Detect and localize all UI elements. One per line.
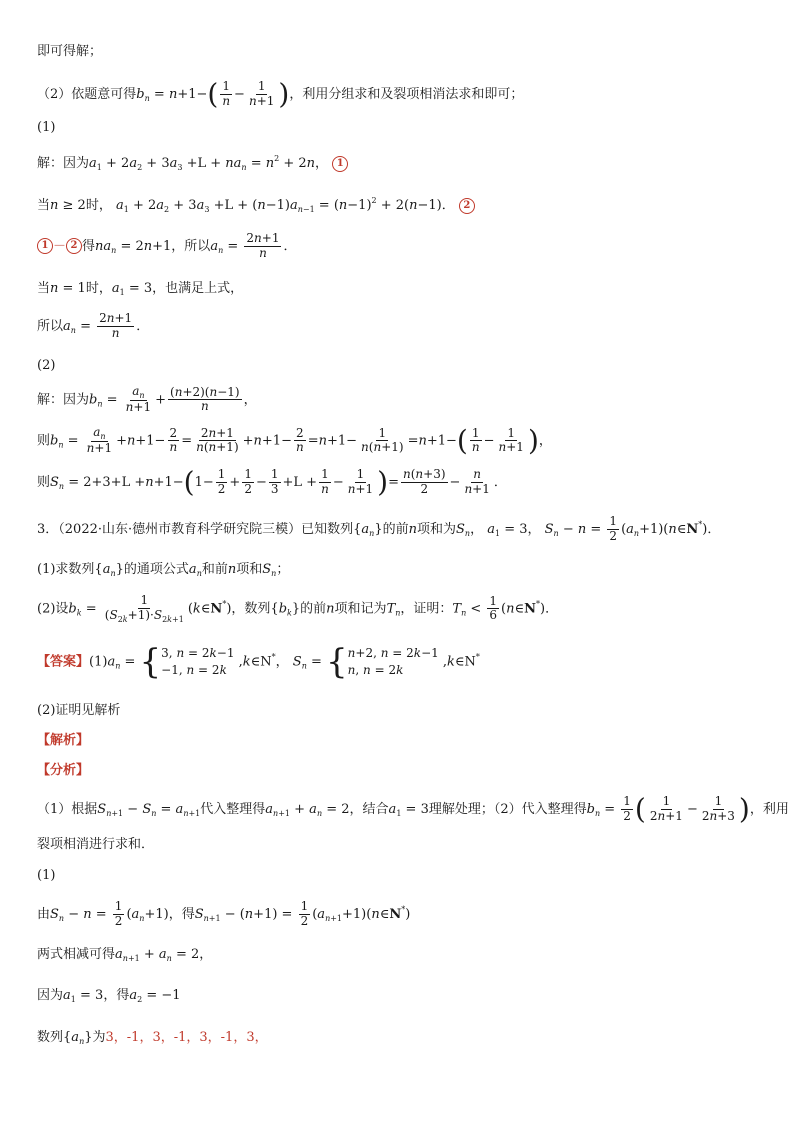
text-line: 即可得解；: [37, 44, 103, 59]
circled-number: 2: [66, 238, 82, 254]
text-line: 所以$a_n$ = $\frac{2n+1}{n}$ ．: [37, 311, 150, 340]
circled-number: 1: [37, 238, 53, 254]
text-line: 3．（2022·山东·德州市教育科学研究院三模）已知数列$\{a_n\}$的前n项和为$S_n$， $a_1 = 3$， $S_n - n$ = $\frac{1}{2}$ $(a_n+1)(n\in N^*)$．: [37, 514, 721, 543]
text-line: 当n ≥ 2时， $a_1 + 2a_2 + 3a_3 +L + (n-1)a_{n-1} = (n-1)^2 + 2(n-1)$． 2: [37, 196, 475, 215]
text-line: 【答案】$(1)a_n$ = { 3, n = 2k−1 −1, n = 2k ,k∈N*， $S_n$ = { n+2, n = 2k−1 n, n = 2k ,k∈N*: [37, 642, 480, 682]
sequence-values: 3，-1，3，-1，3，-1，3，: [105, 1030, 268, 1045]
circled-number: 1: [332, 156, 348, 172]
text-line: 裂项相消进行求和．: [37, 837, 155, 852]
text-line: 数列$\{a_n\}$为3，-1，3，-1，3，-1，3，: [37, 1030, 268, 1046]
text-line: 则$b_n$ = $\frac{a_n}{n+1}$ +n+1− $\frac{2}{n}$ = $\frac{2n+1}{n(n+1)}$ +n+1− $\frac{2}{n}$ =n+1− $\frac{1}{n(n+1)}$ =n+1−( $\frac{1}{n}$ − $\frac{1}{n+1}$ )，: [37, 423, 552, 457]
text-line: 解：因为$a_1 + 2a_2 + 3a_3 +L + na_n = n^2 + 2n$， 1: [37, 154, 348, 173]
text-line: 解：因为$b_n$ = $\frac{a_n}{n+1}$ + $\frac{(n+2)(n-1)}{n}$ ，: [37, 384, 257, 415]
text-line: 两式相减可得$a_{n+1} + a_n = 2$，: [37, 947, 213, 963]
text-line: (2)设$b_k$ = $\frac{1}{(S_{2k}+1)\cdot S_{2k+1}}$ (k∈N*)，数列$\{b_k\}$的前n项和记为$T_n$，证明：$T_n$ < $\frac{1}{6}$ (n∈N*)．: [37, 593, 559, 624]
answer-tag: 【答案】: [37, 654, 90, 670]
section-tag: 【分析】: [37, 763, 90, 778]
text-line: (1): [37, 868, 56, 883]
text-line: (1)求数列$\{a_n\}$的通项公式$a_n$和前n项和$S_n$；: [37, 562, 290, 578]
text-line: (1): [37, 120, 56, 135]
text-line: 则$S_n = 2+3+L +n+1-(1-$ $\frac{1}{2}$ + $\frac{1}{2}$ − $\frac{1}{3}$ +L + $\frac{1}{n}$ − $\frac{1}{n+1}$ )= $\frac{n(n+3)}{2}$ − $\frac{n}{n+1}$ ．: [37, 465, 507, 499]
section-tag: 【解析】: [37, 733, 90, 748]
text-line: 1 － 2 得$na_n = 2n+1$，所以$a_n$ = $\frac{2n+1}{n}$ ．: [37, 232, 297, 261]
text-line: 当n = 1时，$a_1 = 3$，也满足上式，: [37, 281, 244, 297]
text-line: （1）根据$S_{n+1} - S_n = a_{n+1}$代入整理得$a_{n+1} + a_n = 2$，结合$a_1 = 3$理解处理；（2）代入整理得$b_n$ = $\frac{1}{2}$ ( $\frac{1}{2n+1}$ − $\frac{1}{2n+3}$ )，利用: [37, 792, 789, 826]
text-line: 由$S_n - n$ = $\frac{1}{2}$ $(a_n+1)$，得$S_{n+1} - (n+1)$ = $\frac{1}{2}$ $(a_{n+1}+1)(n\in N^*)$: [37, 899, 411, 928]
text-line: 因为$a_1 = 3$，得$a_2 = -1$: [37, 988, 181, 1004]
text-line: （2）依题意可得$b_n = n+1-$( $\frac{1}{n}$ − $\frac{1}{n+1}$ )，利用分组求和及裂项相消法求和即可；: [37, 77, 524, 111]
circled-number: 2: [459, 198, 475, 214]
text-line: (2): [37, 358, 56, 373]
text-line: (2)证明见解析: [37, 703, 121, 718]
